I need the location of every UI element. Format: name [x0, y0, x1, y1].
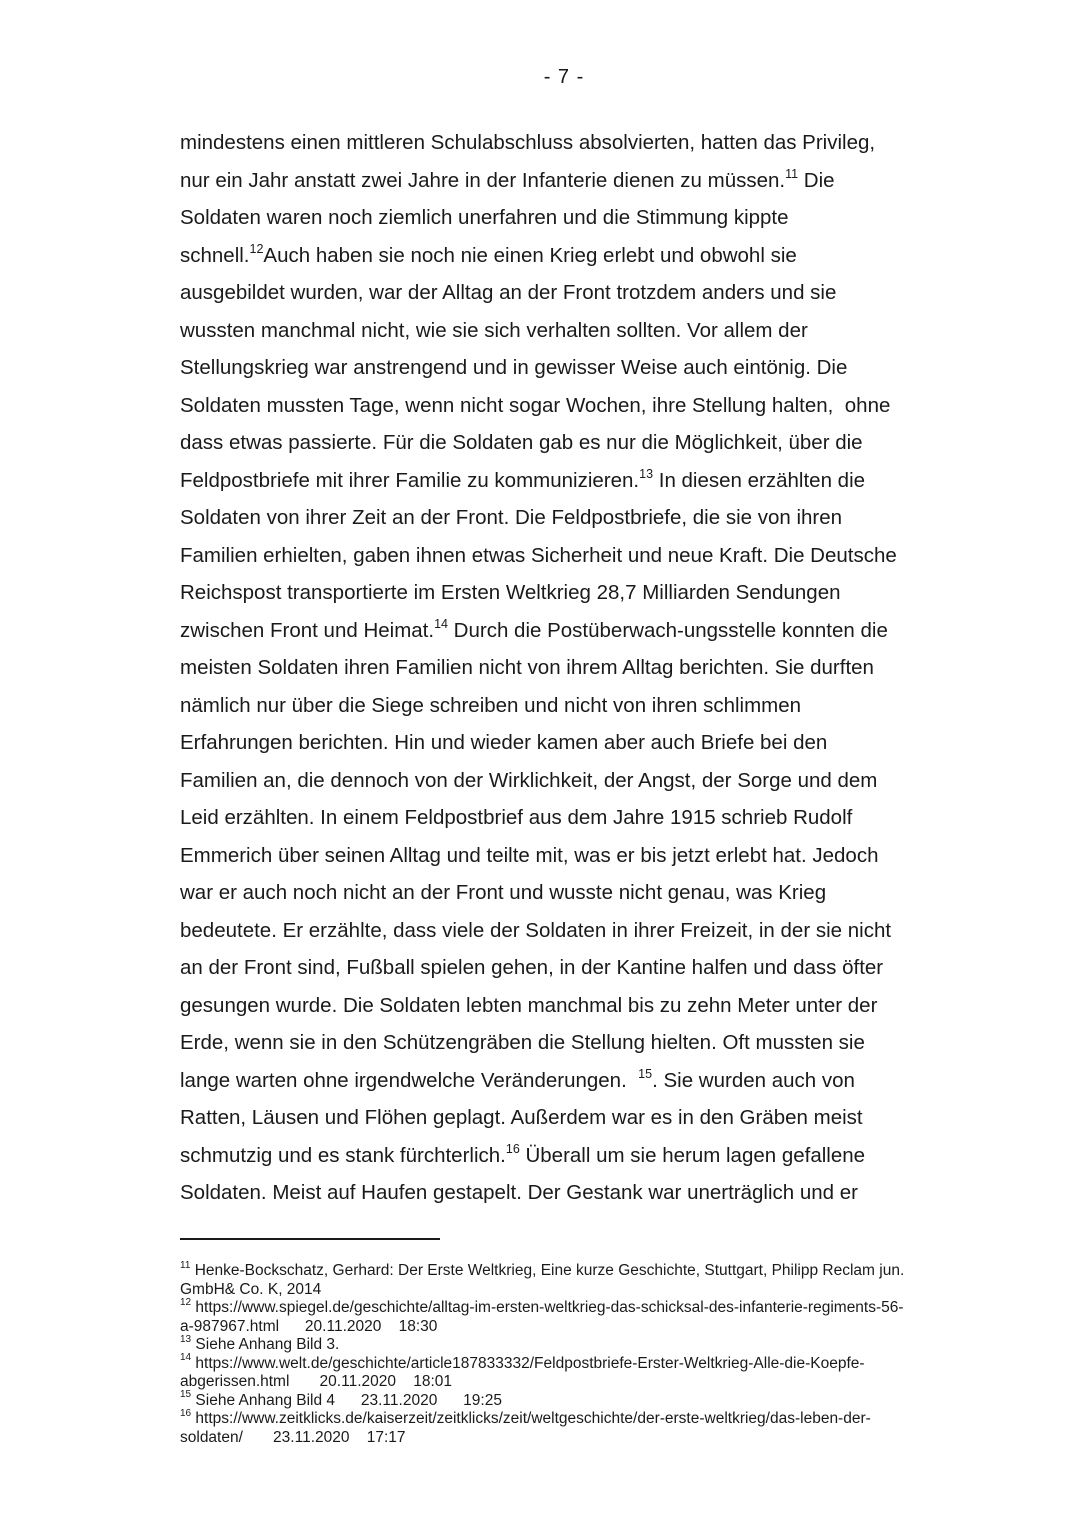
line-text: ausgebildet wurden, war der Alltag an der Front trotzdem anders und sie	[180, 281, 837, 304]
body-line	[180, 762, 960, 800]
footnote-reference: 13	[639, 466, 654, 481]
line-text-after: In diesen erzählten die	[653, 468, 866, 492]
line-text: zwischen Front und Heimat.	[180, 618, 435, 642]
footnote-line	[180, 1352, 960, 1374]
line-text: schnell.	[180, 243, 250, 267]
body-line	[180, 162, 960, 200]
line-text: Stellungskrieg war anstrengend und in gewisser Weise auch eintönig. Die	[180, 356, 848, 379]
line-text: Soldaten waren noch ziemlich unerfahren und die Stimmung kippte	[180, 206, 789, 229]
line-text-after: Auch haben sie noch nie einen Krieg erlebt und obwohl sie	[263, 243, 797, 267]
line-text: Soldaten von ihrer Zeit an der Front. Die Feldpostbriefe, die sie von ihren	[180, 506, 843, 529]
body-line	[180, 124, 960, 162]
footnotes	[180, 1259, 960, 1447]
body-line	[180, 649, 960, 687]
body-line	[180, 424, 960, 462]
line-text: Soldaten. Meist auf Haufen gestapelt. Der Gestank war unerträglich und er	[180, 1181, 859, 1204]
body-line	[180, 1099, 960, 1137]
line-text: soldaten/ 23.11.2020 17:17	[180, 1428, 406, 1446]
line-text: Leid erzählten. In einem Feldpostbrief aus dem Jahre 1915 schrieb Rudolf	[180, 806, 853, 829]
line-text-after: Die	[798, 168, 835, 192]
line-text: https://www.spiegel.de/geschichte/alltag-im-ersten-weltkrieg-das-schicksal-des-infanterie-regiments-56-	[191, 1299, 904, 1316]
line-text: Reichspost transportierte im Ersten Weltkrieg 28,7 Milliarden Sendungen	[180, 581, 841, 604]
line-text: dass etwas passierte. Für die Soldaten gab es nur die Möglichkeit, über die	[180, 431, 863, 454]
line-text: Erfahrungen berichten. Hin und wieder kamen aber auch Briefe bei den	[180, 731, 828, 754]
body-line	[180, 874, 960, 912]
body-line	[180, 349, 960, 387]
body-line	[180, 1137, 960, 1175]
footnote-line	[180, 1407, 960, 1429]
footnote-line	[180, 1333, 960, 1355]
page-number: - 7 -	[543, 66, 585, 88]
line-text: Emmerich über seinen Alltag und teilte mit, was er bis jetzt erlebt hat. Jedoch	[180, 843, 879, 867]
line-text: Ratten, Läusen und Flöhen geplagt. Außerdem war es in den Gräben meist	[180, 1106, 863, 1129]
line-text: gesungen wurde. Die Soldaten lebten manchmal bis zu zehn Meter unter der	[180, 993, 878, 1017]
footnote-reference: 15	[638, 1066, 653, 1081]
body-line	[180, 987, 960, 1025]
body-line	[180, 462, 960, 500]
line-text: Familien erhielten, gaben ihnen etwas Sicherheit und neue Kraft. Die Deutsche	[180, 543, 897, 567]
body-text	[180, 124, 960, 1212]
body-line	[180, 724, 960, 762]
footnote-reference: 16	[505, 1141, 520, 1156]
line-text: Feldpostbriefe mit ihrer Familie zu kommunizieren.	[180, 468, 640, 492]
footnote-marker: 12	[180, 1296, 192, 1308]
body-line	[180, 837, 960, 875]
line-text: meisten Soldaten ihren Familien nicht von ihrem Alltag berichten. Sie durften	[180, 656, 874, 679]
line-text: an der Front sind, Fußball spielen gehen, in der Kantine halfen und dass öfter	[180, 956, 884, 979]
line-text: Siehe Anhang Bild 3.	[191, 1336, 340, 1353]
body-line	[180, 949, 960, 987]
footnote-line	[180, 1281, 960, 1300]
footnote-line	[180, 1389, 960, 1411]
footnote-reference: 11	[785, 166, 799, 181]
line-text: wussten manchmal nicht, wie sie sich verhalten sollten. Vor allem der	[180, 318, 808, 342]
line-text-after: Durch die Postüberwach-ungsstelle konnten die	[447, 618, 888, 642]
body-line	[180, 537, 960, 575]
footnote-marker: 11	[180, 1259, 191, 1271]
body-line	[180, 1062, 960, 1100]
line-text: Familien an, die dennoch von der Wirklichkeit, der Angst, der Sorge und dem	[180, 768, 878, 792]
body-line	[180, 574, 960, 612]
body-line	[180, 199, 960, 237]
footnote-marker: 13	[180, 1333, 192, 1345]
footnote-reference: 12	[249, 241, 264, 256]
line-text: https://www.welt.de/geschichte/article187833332/Feldpostbriefe-Erster-Weltkrieg-Alle-die-Koepfe-	[191, 1354, 865, 1372]
line-text: nämlich nur über die Siege schreiben und nicht von ihren schlimmen	[180, 693, 802, 717]
line-text-after: Überall um sie herum lagen gefallene	[519, 1143, 866, 1167]
line-text: bedeutete. Er erzählte, dass viele der Soldaten in ihrer Freizeit, in der sie nicht	[180, 918, 892, 942]
line-text: nur ein Jahr anstatt zwei Jahre in der Infanterie dienen zu müssen.	[180, 168, 786, 192]
body-line	[180, 312, 960, 350]
footnote-divider	[180, 1238, 440, 1240]
line-text: mindestens einen mittleren Schulabschluss absolvierten, hatten das Privileg,	[180, 131, 876, 154]
body-line	[180, 1024, 960, 1062]
line-text: lange warten ohne irgendwelche Veränderungen.	[180, 1068, 639, 1092]
line-text: a-987967.html 20.11.2020 18:30	[180, 1317, 438, 1335]
line-text: Soldaten mussten Tage, wenn nicht sogar Wochen, ihre Stellung halten, ohne	[180, 393, 891, 417]
line-text: Siehe Anhang Bild 4 23.11.2020 19:25	[191, 1391, 502, 1409]
line-text: schmutzig und es stank fürchterlich.	[180, 1143, 506, 1167]
body-line	[180, 387, 960, 425]
line-text: abgerissen.html 20.11.2020 18:01	[180, 1373, 452, 1390]
footnote-marker: 15	[180, 1389, 192, 1401]
footnote-line	[180, 1318, 960, 1337]
line-text: Henke-Bockschatz, Gerhard: Der Erste Weltkrieg, Eine kurze Geschichte, Stuttgart, Philipp Reclam jun.	[190, 1262, 905, 1279]
body-line	[180, 499, 960, 537]
body-line	[180, 687, 960, 725]
line-text: war er auch noch nicht an der Front und wusste nicht genau, was Krieg	[180, 881, 827, 904]
footnote-line	[180, 1259, 960, 1281]
line-text: Erde, wenn sie in den Schützengräben die Stellung hielten. Oft mussten sie	[180, 1031, 865, 1054]
body-line	[180, 237, 960, 275]
line-text-after: . Sie wurden auch von	[652, 1068, 855, 1092]
body-line	[180, 799, 960, 837]
line-text: GmbH& Co. K, 2014	[180, 1280, 322, 1298]
footnote-line	[180, 1429, 960, 1448]
body-line	[180, 912, 960, 950]
footnote-line	[180, 1296, 960, 1318]
footnote-line	[180, 1373, 960, 1392]
footnote-reference: 14	[434, 616, 448, 631]
line-text: https://www.zeitklicks.de/kaiserzeit/zeitklicks/zeit/weltgeschichte/der-erste-weltkrieg/das-leben-der-	[191, 1410, 871, 1427]
body-line	[180, 612, 960, 650]
body-line	[180, 274, 960, 312]
footnote-marker: 14	[180, 1352, 192, 1364]
body-line	[180, 1174, 960, 1212]
footnote-marker: 16	[180, 1407, 192, 1419]
